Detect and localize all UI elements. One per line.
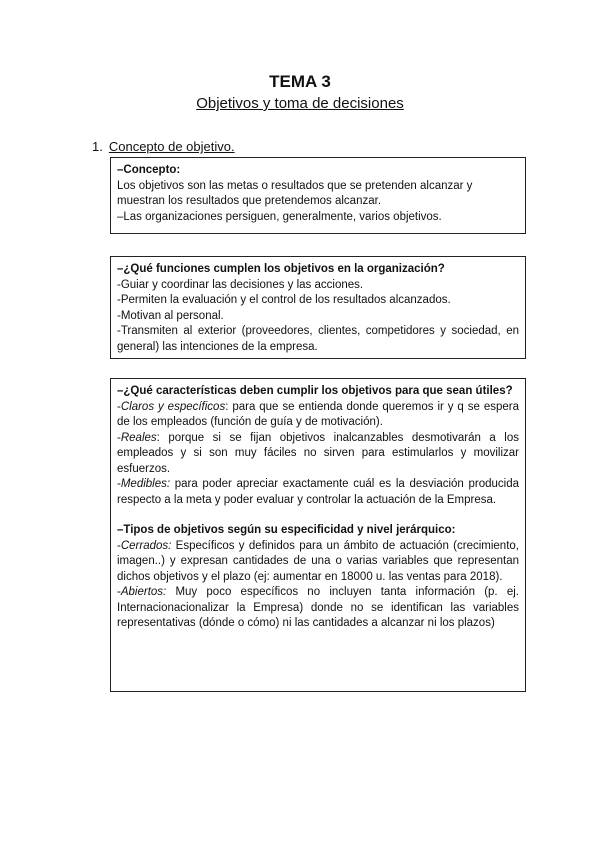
reales-item: -Reales: porque si se fijan objetivos inalcanzables desmotivarán a los empleados y si son muy fáciles no sirven para estimularlos y movilizar esfuerzos. bbox=[117, 431, 519, 475]
spacer bbox=[117, 508, 519, 523]
characteristics-box bbox=[110, 378, 526, 692]
section-heading bbox=[92, 139, 235, 155]
concept-box bbox=[110, 157, 526, 234]
claros-text: : para que se entienda donde queremos ir y q se espera de los empleados (función de guía y de motivación). bbox=[117, 400, 519, 428]
functions-item: -Motivan al personal. bbox=[117, 309, 224, 322]
medibles-item: -Medibles: para poder apreciar exactamente cuál es la desviación producida respecto a la meta y poder evaluar y controlar la actuación de la Empresa. bbox=[117, 478, 519, 506]
claros-item: -Claros y específicos: para que se entienda donde queremos ir y q se espera de los empleados (función de guía y de motivación). bbox=[117, 400, 519, 428]
functions-item: -Permiten la evaluación y el control de los resultados alcanzados. bbox=[117, 294, 451, 306]
page-subtitle: Objetivos y toma de decisiones bbox=[196, 95, 404, 112]
abiertos-item: -Abiertos: Muy poco específicos no incluyen tanta información (p. ej. Internacionacionalizar la Empresa) donde no se identifican las variables representativas (dónde o cómo) ni las cantidades a alcanzar ni los plazos) bbox=[117, 586, 519, 629]
functions-item: -Transmiten al exterior (proveedores, clientes, competidores y sociedad, en general) las intenciones de la empresa. bbox=[117, 325, 519, 353]
abiertos-text: Muy poco específicos no incluyen tanta información (p. ej. Internacionacionalizar la Empresa) donde no se identifican las variables representativas (dónde o cómo) ni las cantidades a alcanzar ni los plazos) bbox=[117, 586, 519, 629]
cerrados-text: Específicos y definidos para un ámbito de actuación (crecimiento, imagen..) y expresan cantidades de una o varias variables que representan dichos objetivos y el plazo (ej: aumentar en 18000 u. las ventas para 2018). bbox=[117, 539, 519, 583]
abiertos-term: Abiertos: bbox=[120, 586, 167, 598]
functions-heading: –¿Qué funciones cumplen los objetivos en la organización? bbox=[117, 263, 445, 275]
page-title: TEMA 3 bbox=[269, 72, 331, 91]
types-heading: –Tipos de objetivos según su especificidad y nivel jerárquico: bbox=[117, 524, 456, 536]
characteristics-heading: –¿Qué características deben cumplir los objetivos para que sean útiles? bbox=[117, 385, 513, 397]
section-title: Concepto de objetivo. bbox=[108, 139, 235, 154]
reales-text: : porque si se fijan objetivos inalcanzables desmotivarán a los empleados y si son muy fáciles no sirven para estimularlos y movilizar esfuerzos. bbox=[117, 431, 519, 475]
functions-box bbox=[110, 256, 526, 359]
medibles-term: Medibles: bbox=[120, 478, 171, 490]
reales-term: Reales bbox=[120, 431, 157, 444]
section-number: 1. bbox=[92, 139, 103, 154]
cerrados-item: -Cerrados: Específicos y definidos para un ámbito de actuación (crecimiento, imagen..) y expresan cantidades de una o varias variables que representan dichos objetivos y el plazo (ej: aumentar en 18000 u. las ventas para 2018). bbox=[117, 539, 519, 583]
medibles-text: para poder apreciar exactamente cuál es la desviación producida respecto a la meta y poder evaluar y controlar la actuación de la Empresa. bbox=[117, 478, 519, 506]
claros-term: Claros y específicos bbox=[120, 400, 226, 413]
cerrados-term: Cerrados: bbox=[120, 539, 172, 552]
concept-definition: Los objetivos son las metas o resultados que se pretenden alcanzar y muestran los resultados que pretendemos alcanzar. bbox=[117, 179, 473, 207]
concept-note: –Las organizaciones persiguen, generalmente, varios objetivos. bbox=[117, 210, 442, 223]
concept-heading: –Concepto: bbox=[117, 164, 181, 176]
functions-item: -Guiar y coordinar las decisiones y las acciones. bbox=[117, 278, 364, 291]
